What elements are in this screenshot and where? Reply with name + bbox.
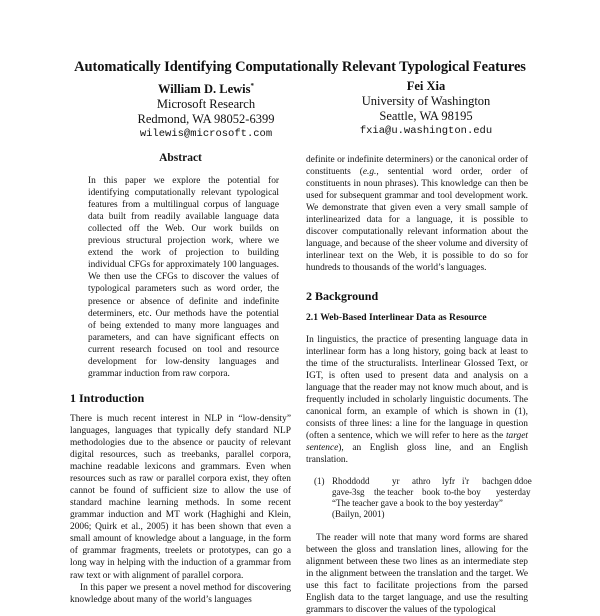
author-address: Seattle, WA 98195 <box>379 109 473 123</box>
author-name: William D. Lewis* <box>158 82 254 97</box>
author-address: Redmond, WA 98052-6399 <box>137 112 275 127</box>
author-email: wilewis@microsoft.com <box>139 128 273 141</box>
subsection-heading-web-igt: 2.1 Web-Based Interlinear Data as Resource <box>306 311 487 323</box>
example-citation: (Bailyn, 2001) <box>332 509 385 520</box>
example-source-line: Rhoddodd yr athro lyfr i'r bachgen ddoe <box>332 476 532 487</box>
abstract-heading: Abstract <box>159 152 202 164</box>
abstract-text: In this paper we explore the potential for identifying computationally relevant typological features from a multilingual corpus of language data built from readily available language data collected off the Web. Our work builds on previous structural projection work, where we extend the work of projection to building individual CFGs for approximately 100 languages. We then use the CFGs to discover the values of typological parameters such as word order, the presence or absence of definite and indefinite determiners, etc. Our methods have the potential of being extended to many more languages and parameters, and can have significant effects on current research focused on tool and resource development for low-density languages and grammar induction from raw corpora. <box>88 176 279 379</box>
section-heading-introduction: 1 Introduction <box>70 390 145 405</box>
example-number: (1) <box>314 476 325 487</box>
author-affiliation: Microsoft Research <box>156 97 256 112</box>
author-affiliation: University of Washington <box>361 94 491 108</box>
left-column <box>70 152 291 606</box>
author-name: Fei Xia <box>406 79 446 93</box>
intro-paragraph-1: There is much recent interest in NLP in “low-density” languages, languages that typically defy standard NLP methodologies due to the absence or paucity of relevant digital resources, such as treebanks, parallel corpora, machine readable lexicons and grammars. Even when resources such as raw or parallel corpora exist, they often cannot be found of sufficient size to allow the use of standard machine learning methods. In some recent grammar induction and MT work (Haghighi and Klein, 2006; Quirk et al., 2005) it has been shown that even a small amount of knowledge about a language, in the form of grammar fragments, treelets or prototypes, can go a long way in helping with the induction of a grammar from raw text or with alignment of parallel corpora. <box>70 413 291 581</box>
author-block-2 <box>306 79 546 139</box>
author-footnote-marker: * <box>250 82 254 90</box>
right-paragraph-bottom: The reader will note that many word forms are shared between the gloss and translation lines, allowing for the alignment between these two lines as an intermediate step in the alignment between the translation and the target. We use this fact to facilitate projections from the parsed English data to the target language, and use the resulting grammars to discover the values of the typological <box>306 533 528 616</box>
right-column <box>306 154 532 616</box>
igt-example <box>314 476 532 520</box>
paper-title: Automatically Identifying Computationally Relevant Typological Features <box>74 59 526 75</box>
example-translation-line: “The teacher gave a book to the boy yesterday” <box>332 498 503 509</box>
right-paragraph-top: definite or indefinite determiners) or the canonical order of constituents (e.g., sentential word order, order of constituents in noun phrases). This knowledge can then be used for subsequent grammar and tool development work. We demonstrate that given even a very small sample of interlinearized data for a language, it is possible to discover computationally relevant information about the language, and because of the sheer volume and diversity of interlinear text on the Web, it is possible to do so for hundreds to thousands of the world’s languages. <box>306 155 528 274</box>
igt-paragraph: In linguistics, the practice of presenting language data in interlinear form has a long history, going back at least to the time of the structuralists. Interlinear Glossed Text, or IGT, is often used to present data and analysis on a language that the reader may not know much about, and is frequently included in scholarly linguistic documents. The canonical form, an example of which is shown in (1), consists of three lines: a line for the language in question (often a sentence, which we will refer to here as the target sentence), an English gloss line, and an English translation. <box>306 334 528 466</box>
intro-paragraph-2: In this paper we present a novel method for discovering knowledge about many of the world’s languages <box>70 582 291 605</box>
section-heading-background: 2 Background <box>306 289 379 304</box>
example-gloss-line: gave-3sg the teacher book to-the boy yesterday <box>332 487 531 498</box>
author-email: fxia@u.washington.edu <box>359 125 493 137</box>
author-block-1 <box>86 79 326 142</box>
